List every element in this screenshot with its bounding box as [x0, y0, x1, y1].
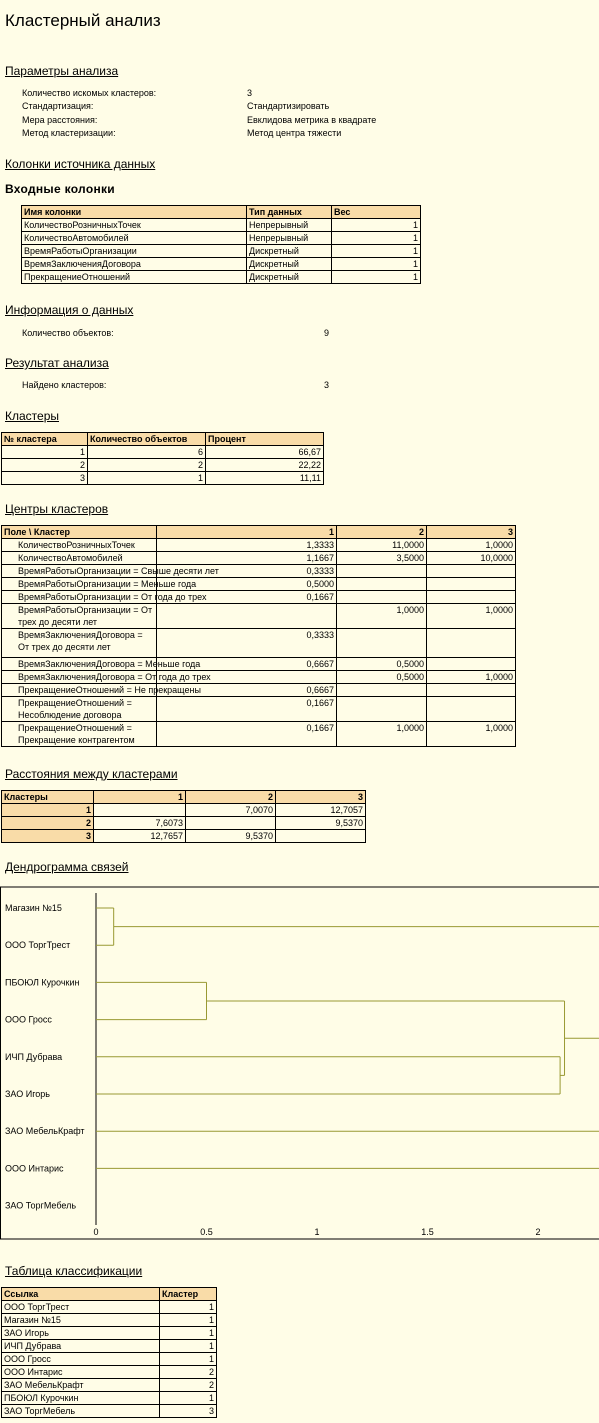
table-row: [2, 817, 366, 830]
table-row: [2, 697, 516, 722]
cell: 1: [88, 472, 206, 485]
cell: ООО Гросс: [2, 1353, 160, 1366]
found-clusters-label: Найдено кластеров:: [22, 380, 107, 390]
cell: 1: [332, 219, 421, 232]
cell: 7,0070: [186, 804, 276, 817]
cell: 1: [160, 1314, 217, 1327]
row-header: 2: [2, 817, 94, 830]
cell: 0,1667: [157, 697, 337, 722]
column-header: 2: [337, 526, 427, 539]
clusters-table: [1, 432, 324, 485]
dendrogram-leaf-label: ООО Интарис: [5, 1163, 64, 1174]
cell: 1: [160, 1340, 217, 1353]
cell: [427, 658, 516, 671]
param-value: 3: [247, 88, 253, 98]
column-header: 3: [276, 791, 366, 804]
table-row: [2, 1301, 217, 1314]
cell: ВремяРаботыОрганизации: [22, 245, 247, 258]
cell: 2: [160, 1366, 217, 1379]
column-header: 3: [427, 526, 516, 539]
cell: 1,0000: [427, 671, 516, 684]
cell: 1: [332, 271, 421, 284]
cell: ВремяРаботыОрганизации = От года до трех: [2, 591, 157, 604]
dendrogram-leaf-label: ЗАО ТоргМебель: [5, 1200, 77, 1211]
cell: 0,5000: [157, 578, 337, 591]
info-heading: Информация о данных: [5, 303, 134, 317]
column-header: Количество объектов: [88, 433, 206, 446]
cell: Дискретный: [247, 245, 332, 258]
cell: [337, 591, 427, 604]
centers-body: [2, 539, 516, 747]
cell: ЗАО МебельКрафт: [2, 1379, 160, 1392]
found-clusters-value: 3: [324, 380, 330, 390]
cell: 11,0000: [337, 539, 427, 552]
cell: Дискретный: [247, 258, 332, 271]
cell: [337, 697, 427, 722]
dendrogram-chart: [0, 885, 599, 1240]
table-row: [2, 578, 516, 591]
cell: 1,0000: [427, 722, 516, 747]
cell: [337, 565, 427, 578]
page-title: Кластерный анализ: [5, 11, 161, 30]
column-header: № кластера: [2, 433, 88, 446]
dendrogram-leaf-label: Магазин №15: [5, 903, 62, 913]
object-count-value: 9: [324, 328, 330, 338]
table-header-row: [2, 1288, 217, 1301]
column-header: 1: [94, 791, 186, 804]
classification-body: [2, 1301, 217, 1418]
cell: [186, 817, 276, 830]
cell: 1: [160, 1301, 217, 1314]
table-row: [2, 629, 516, 658]
param-value: Метод центра тяжести: [247, 128, 342, 138]
cell: 7,6073: [94, 817, 186, 830]
cell: [276, 830, 366, 843]
cell: ПрекращениеОтношений: [22, 271, 247, 284]
param-label: Стандартизация:: [22, 101, 94, 111]
row-header: 3: [2, 830, 94, 843]
cell: 1: [160, 1392, 217, 1405]
table-row: [2, 1366, 217, 1379]
cell: 1: [332, 258, 421, 271]
cell: 9,5370: [276, 817, 366, 830]
classification-heading: Таблица классификации: [5, 1264, 143, 1278]
dendrogram-x-tick: 1.5: [421, 1227, 434, 1237]
cell: [337, 578, 427, 591]
cell: ЗАО ТоргМебель: [2, 1405, 160, 1418]
cell: 1: [332, 245, 421, 258]
cell: 1,3333: [157, 539, 337, 552]
cell: 3: [2, 472, 88, 485]
table-row: [2, 472, 324, 485]
cell: ВремяЗаключенияДоговора = Меньше года: [2, 658, 157, 671]
dendrogram-heading: Дендрограмма связей: [5, 860, 129, 874]
cell: 0,6667: [157, 684, 337, 697]
cell: 2: [88, 459, 206, 472]
dendrogram-leaf-label: ООО Гросс: [5, 1014, 52, 1025]
cell: 12,7057: [276, 804, 366, 817]
table-header-row: [2, 526, 516, 539]
table-row: [2, 539, 516, 552]
dendrogram-leaf-label: ИЧП Дубрава: [5, 1051, 63, 1062]
table-row: [2, 565, 516, 578]
column-header: 2: [186, 791, 276, 804]
table-row: [22, 271, 421, 284]
cell: 1,0000: [337, 604, 427, 629]
cell: Непрерывный: [247, 219, 332, 232]
cell: 0,1667: [157, 591, 337, 604]
distances-table: [1, 790, 366, 843]
column-header: 1: [157, 526, 337, 539]
column-header: Кластер: [160, 1288, 217, 1301]
table-row: [2, 604, 516, 629]
cell: 10,0000: [427, 552, 516, 565]
source-heading: Колонки источника данных: [5, 157, 156, 171]
cell: КоличествоРозничныхТочек: [22, 219, 247, 232]
input-columns-subheading: Входные колонки: [5, 182, 115, 196]
cell: ПрекращениеОтношений = Прекращение контрагентом: [2, 722, 157, 747]
table-row: [2, 830, 366, 843]
centers-table: [1, 525, 516, 747]
param-value: Евклидова метрика в квадрате: [247, 115, 377, 125]
cell: 2: [2, 459, 88, 472]
cell: [427, 565, 516, 578]
cell: 1: [160, 1353, 217, 1366]
cell: ООО Интарис: [2, 1366, 160, 1379]
cell: [427, 629, 516, 658]
cell: ВремяЗаключенияДоговора: [22, 258, 247, 271]
table-header-row: [2, 791, 366, 804]
table-header-row: [22, 206, 421, 219]
column-header: Ссылка: [2, 1288, 160, 1301]
cell: 1: [2, 446, 88, 459]
table-row: [2, 552, 516, 565]
table-row: [2, 1340, 217, 1353]
table-row: [2, 1405, 217, 1418]
cell: [427, 697, 516, 722]
param-value: Стандартизировать: [247, 101, 330, 111]
cell: [337, 684, 427, 697]
dendrogram-leaf-label: ООО ТоргТрест: [5, 940, 71, 951]
cell: КоличествоАвтомобилей: [2, 552, 157, 565]
table-row: [2, 658, 516, 671]
cell: 1,0000: [427, 604, 516, 629]
column-header: Тип данных: [247, 206, 332, 219]
dendrogram-x-tick: 2: [535, 1227, 541, 1237]
column-header: Вес: [332, 206, 421, 219]
table-row: [2, 1314, 217, 1327]
cell: [427, 591, 516, 604]
cell: ПБОЮЛ Курочкин: [2, 1392, 160, 1405]
cell: КоличествоАвтомобилей: [22, 232, 247, 245]
centers-heading: Центры кластеров: [5, 502, 109, 516]
table-row: [22, 232, 421, 245]
table-row: [22, 219, 421, 232]
cell: ПрекращениеОтношений = Не прекращены: [2, 684, 157, 697]
dendrogram-leaf-label: ПБОЮЛ Курочкин: [5, 977, 80, 988]
cell: Непрерывный: [247, 232, 332, 245]
table-row: [2, 684, 516, 697]
cell: 0,5000: [337, 658, 427, 671]
table-row: [2, 804, 366, 817]
row-header: 1: [2, 804, 94, 817]
cell: 1: [160, 1327, 217, 1340]
param-label: Мера расстояния:: [22, 115, 98, 125]
table-row: [2, 671, 516, 684]
cell: КоличествоРозничныхТочек: [2, 539, 157, 552]
cell: 66,67: [206, 446, 324, 459]
cell: 1,0000: [337, 722, 427, 747]
dendrogram-x-tick: 1: [314, 1227, 320, 1237]
cell: [337, 629, 427, 658]
cell: ИЧП Дубрава: [2, 1340, 160, 1353]
table-row: [22, 258, 421, 271]
dendrogram-leaf-label: ЗАО МебельКрафт: [5, 1126, 85, 1137]
cell: ВремяЗаключенияДоговора = От трех до десяти лет: [2, 629, 157, 658]
cell: 3,5000: [337, 552, 427, 565]
cell: 22,22: [206, 459, 324, 472]
cell: ВремяРаботыОрганизации = Свыше десяти лет: [2, 565, 157, 578]
table-header-row: [2, 433, 324, 446]
cell: ВремяРаботыОрганизации = Меньше года: [2, 578, 157, 591]
table-row: [2, 446, 324, 459]
cell: ЗАО Игорь: [2, 1327, 160, 1340]
dendrogram-x-tick: 0.5: [200, 1227, 213, 1237]
cell: ВремяЗаключенияДоговора = От года до трех: [2, 671, 157, 684]
cell: 9,5370: [186, 830, 276, 843]
cell: 11,11: [206, 472, 324, 485]
cell: [427, 684, 516, 697]
cell: ПрекращениеОтношений = Несоблюдение договора: [2, 697, 157, 722]
cell: 12,7657: [94, 830, 186, 843]
cell: Дискретный: [247, 271, 332, 284]
cell: 1,1667: [157, 552, 337, 565]
clusters-heading: Кластеры: [5, 409, 59, 423]
cell: 0,5000: [337, 671, 427, 684]
dendrogram-x-tick: 0: [93, 1227, 99, 1237]
input-columns-table: [21, 205, 421, 284]
cell: 2: [160, 1379, 217, 1392]
table-row: [2, 459, 324, 472]
cell: ВремяРаботыОрганизации = От трех до десяти лет: [2, 604, 157, 629]
column-header: Поле \ Кластер: [2, 526, 157, 539]
column-header: Процент: [206, 433, 324, 446]
cell: 1,0000: [427, 539, 516, 552]
cell: Магазин №15: [2, 1314, 160, 1327]
params-heading: Параметры анализа: [5, 64, 119, 78]
table-row: [22, 245, 421, 258]
cell: [157, 604, 337, 629]
cell: 0,6667: [157, 658, 337, 671]
cell: 1: [332, 232, 421, 245]
result-heading: Результат анализа: [5, 356, 109, 370]
distances-heading: Расстояния между кластерами: [5, 767, 178, 781]
dendrogram-leaf-label: ЗАО Игорь: [5, 1089, 50, 1099]
object-count-label: Количество объектов:: [22, 328, 114, 338]
table-row: [2, 1327, 217, 1340]
param-label: Количество искомых кластеров:: [22, 88, 157, 98]
cell: [427, 578, 516, 591]
cell: [94, 804, 186, 817]
cell: 3: [160, 1405, 217, 1418]
table-row: [2, 1353, 217, 1366]
cell: 6: [88, 446, 206, 459]
table-row: [2, 1392, 217, 1405]
classification-table: [1, 1287, 217, 1418]
cell: 0,3333: [157, 565, 337, 578]
table-row: [2, 591, 516, 604]
table-row: [2, 1379, 217, 1392]
param-label: Метод кластеризации:: [22, 128, 116, 138]
column-header: Кластеры: [2, 791, 94, 804]
cell: 0,3333: [157, 629, 337, 658]
column-header: Имя колонки: [22, 206, 247, 219]
cell: 0,1667: [157, 722, 337, 747]
cell: ООО ТоргТрест: [2, 1301, 160, 1314]
table-row: [2, 722, 516, 747]
